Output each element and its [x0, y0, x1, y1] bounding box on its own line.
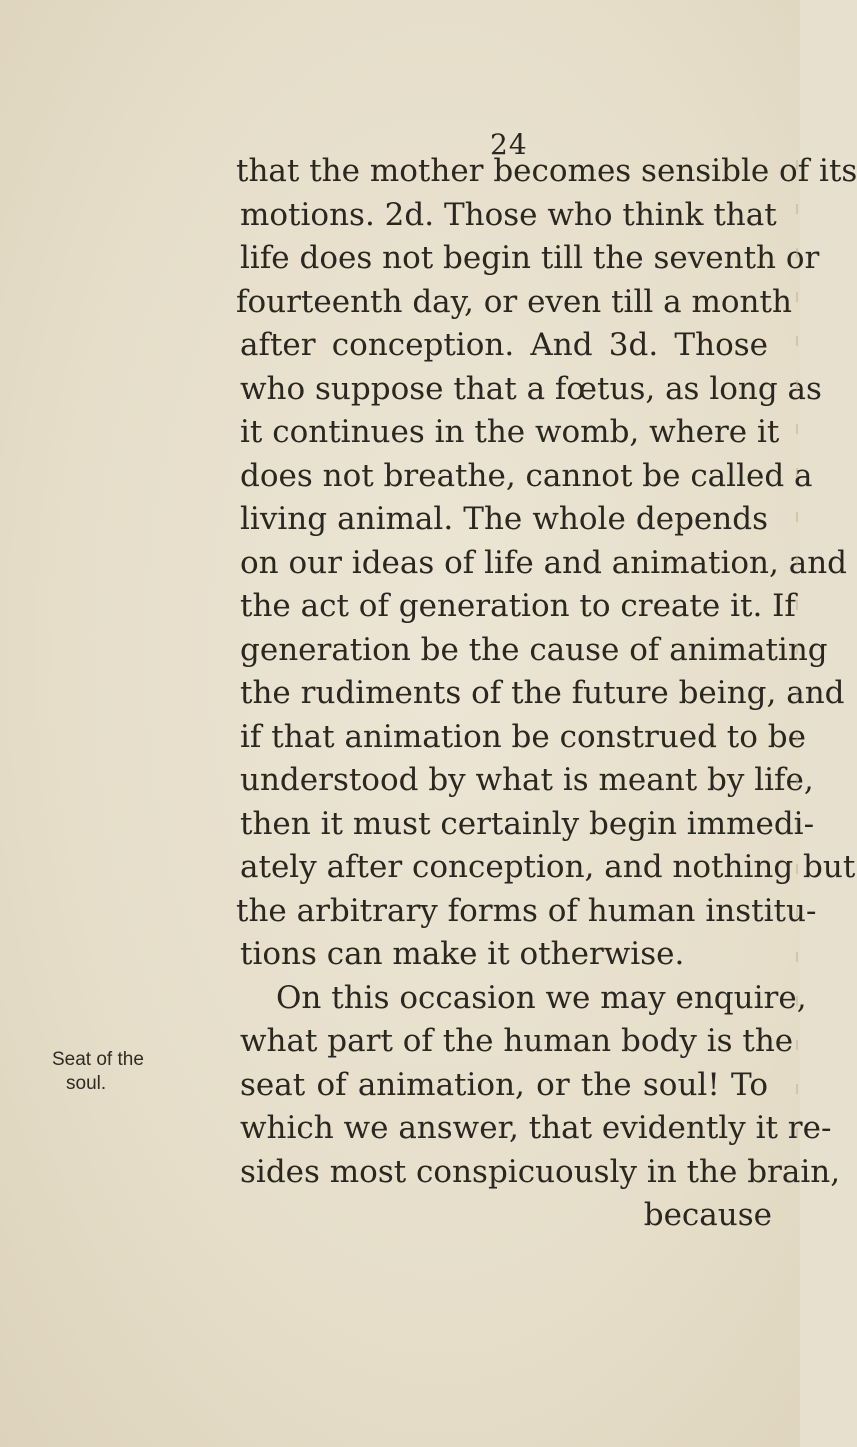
text-line: ately after conception, and nothing but: [240, 849, 856, 885]
margin-note-line: soul.: [66, 1073, 107, 1094]
text-line: on our ideas of life and animation, and: [240, 544, 848, 581]
text-line: generation be the cause of animating: [240, 631, 828, 668]
text-line: fourteenth day, or even till a month: [236, 283, 792, 320]
text-line: that the mother becomes sensible of its: [236, 153, 857, 189]
page-edge-marks: [794, 160, 800, 1140]
body-text: [236, 150, 857, 1238]
text-line: after conception. And 3d. Those: [240, 327, 768, 363]
page-number: 24: [490, 128, 528, 161]
text-line: sides most conspicuously in the brain,: [240, 1153, 841, 1190]
text-line: which we answer, that evidently it re-: [240, 1110, 832, 1146]
text-line: On this occasion we may enquire,: [276, 979, 807, 1016]
text-line: then it must certainly begin immedi-: [240, 805, 815, 842]
text-line: it continues in the womb, where it: [240, 414, 780, 450]
text-line: what part of the human body is the: [240, 1023, 794, 1059]
text-line: does not breathe, cannot be called a: [240, 457, 813, 494]
text-line: living animal. The whole depends: [240, 501, 768, 537]
text-line: motions. 2d. Those who think that: [240, 196, 777, 233]
text-line: the arbitrary forms of human institu-: [236, 892, 817, 929]
catchword: because: [643, 1197, 772, 1233]
text-line: seat of animation, or the soul! To: [240, 1066, 768, 1103]
text-line: the rudiments of the future being, and: [240, 675, 845, 711]
text-line: if that animation be construed to be: [240, 718, 806, 755]
margin-note: [52, 1048, 144, 1096]
text-line: life does not begin till the seventh or: [240, 240, 820, 276]
margin-note-line: Seat of the: [52, 1049, 144, 1070]
text-line: who suppose that a fœtus, as long as: [240, 370, 822, 407]
text-line: understood by what is meant by life,: [240, 762, 814, 798]
text-line: the act of generation to create it. If: [240, 588, 796, 624]
text-line: tions can make it otherwise.: [240, 936, 685, 972]
